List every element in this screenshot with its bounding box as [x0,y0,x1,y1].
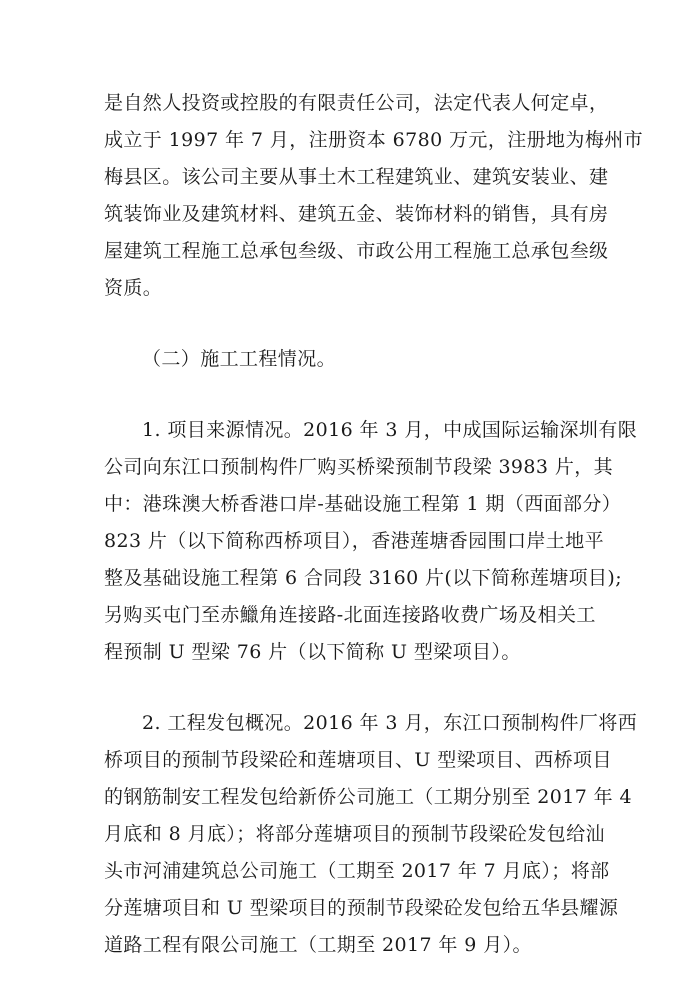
paragraph-1-line-6: 资质。 [104,277,163,299]
paragraph-2-line-2: 公司向东江口预制构件厂购买桥梁预制节段梁 3983 片，其 [104,456,614,478]
paragraph-3-line-6: 分莲塘项目和 U 型梁项目的预制节段梁砼发包给五华县耀源 [104,897,619,919]
paragraph-1-line-2: 成立于 1997 年 7 月，注册资本 6780 万元，注册地为梅州市 [104,129,644,151]
paragraph-3-line-3: 的钢筋制安工程发包给新侨公司施工（工期分别至 2017 年 4 [104,786,632,808]
paragraph-3-line-5: 头市河浦建筑总公司施工（工期至 2017 年 7 月底）；将部 [104,860,610,882]
paragraph-2-line-4: 823 片（以下简称西桥项目），香港莲塘香园围口岸土地平 [104,530,605,552]
paragraph-2-line-5: 整及基础设施工程第 6 合同段 3160 片(以下简称莲塘项目); [104,567,623,589]
paragraph-1-line-3: 梅县区。该公司主要从事土木工程建筑业、建筑安装业、建 [104,166,609,188]
paragraph-3-line-2: 桥项目的预制节段梁砼和莲塘项目、U 型梁项目、西桥项目 [104,749,612,771]
paragraph-3-line-1: 2. 工程发包概况。2016 年 3 月，东江口预制构件厂将西 [142,712,638,734]
section-heading-2: （二）施工工程情况。 [142,348,337,370]
paragraph-3-line-4: 月底和 8 月底）；将部分莲塘项目的预制节段梁砼发包给汕 [104,823,605,845]
paragraph-2-line-7: 程预制 U 型梁 76 片（以下简称 U 型梁项目）。 [104,641,521,663]
paragraph-2-line-1: 1. 项目来源情况。2016 年 3 月，中成国际运输深圳有限 [142,419,638,441]
paragraph-1-line-4: 筑装饰业及建筑材料、建筑五金、装饰材料的销售，具有房 [104,203,609,225]
paragraph-3-line-7: 道路工程有限公司施工（工期至 2017 年 9 月）。 [104,934,532,956]
paragraph-2-line-6: 另购买屯门至赤鱲角连接路-北面连接路收费广场及相关工 [104,604,596,626]
paragraph-1-line-1: 是自然人投资或控股的有限责任公司，法定代表人何定卓， [104,92,609,114]
paragraph-1-line-5: 屋建筑工程施工总承包叁级、市政公用工程施工总承包叁级 [104,240,609,262]
paragraph-2-line-3: 中：港珠澳大桥香港口岸-基础设施工程第 1 期（西面部分） [104,493,622,515]
